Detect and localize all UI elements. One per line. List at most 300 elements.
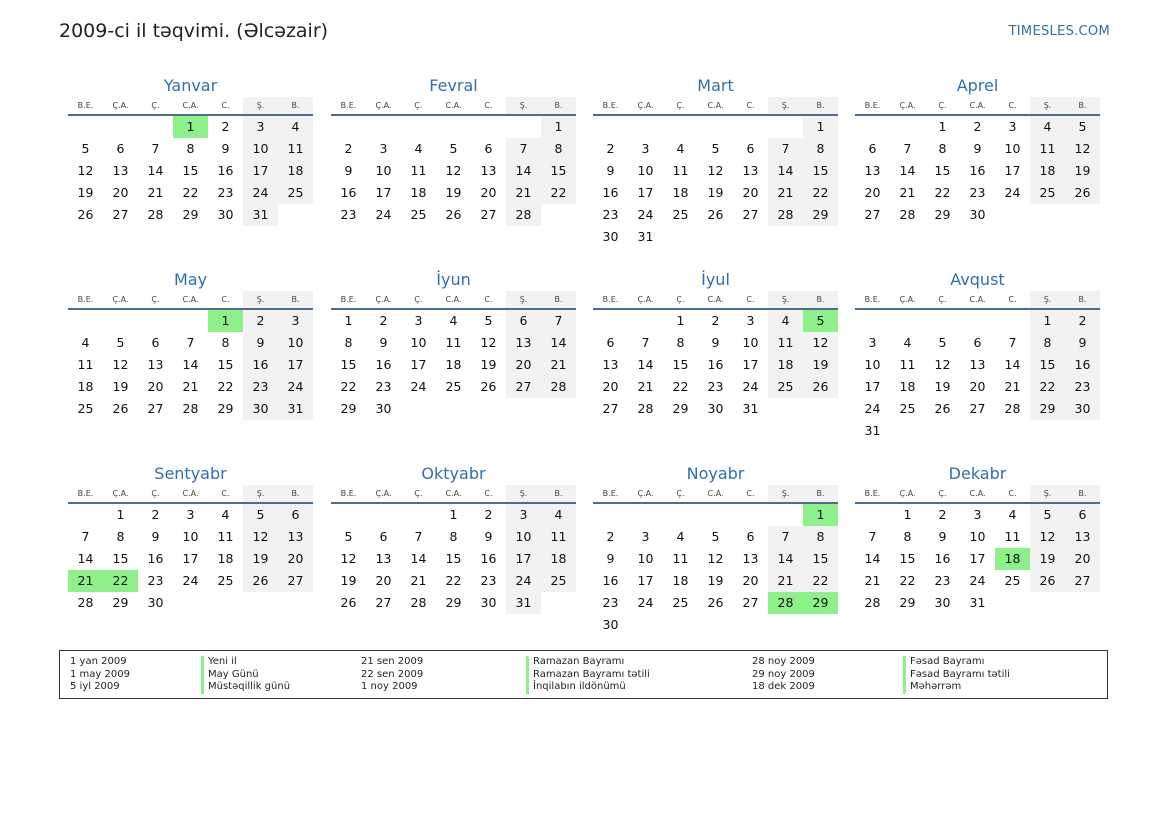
holiday-date: 21 sen 2009 [361, 656, 424, 667]
month-name: Mart [697, 76, 734, 95]
month-name: May [173, 270, 208, 289]
day-cell: 12 [243, 526, 278, 548]
weekday-label: Ç.A. [899, 295, 916, 304]
weekday-label: Ç.A. [375, 489, 392, 498]
day-cell: 25 [445, 379, 462, 394]
day-cell: 21 [899, 185, 916, 200]
empty-cell [506, 116, 541, 138]
day-cell: 29 [445, 595, 462, 610]
day-cell: 30 [147, 595, 164, 610]
day-cell: 27 [506, 376, 541, 398]
day-cell: 29 [1030, 398, 1065, 420]
day-cell: 17 [1004, 163, 1021, 178]
weekday-label: C.A. [707, 489, 724, 498]
day-cell: 14 [768, 160, 803, 182]
day-cell: 17 [278, 354, 313, 376]
day-cell: 16 [243, 354, 278, 376]
empty-cell [331, 504, 366, 526]
day-cell: 12 [480, 335, 497, 350]
day-grid [593, 504, 838, 636]
day-cell: 1 [803, 116, 838, 138]
day-cell: 15 [445, 551, 462, 566]
day-grid [331, 116, 576, 226]
weekday-label: B. [1065, 291, 1100, 308]
day-cell: 7 [903, 141, 912, 156]
weekday-label: Ç.A. [112, 101, 129, 110]
weekday-header [593, 291, 838, 310]
day-cell: 2 [711, 313, 720, 328]
day-cell: 27 [112, 207, 129, 222]
day-cell: 22 [340, 379, 357, 394]
day-cell: 27 [969, 401, 986, 416]
day-cell: 10 [278, 332, 313, 354]
day-cell: 25 [217, 573, 234, 588]
weekday-label: Ç. [414, 295, 423, 304]
holiday-day-cell: 5 [803, 310, 838, 332]
day-cell: 28 [541, 376, 576, 398]
weekday-label: Ç. [938, 489, 947, 498]
weekday-label: Ç.A. [375, 295, 392, 304]
day-cell: 29 [217, 401, 234, 416]
day-cell: 6 [151, 335, 160, 350]
day-cell: 24 [864, 401, 881, 416]
holiday-day-cell: 18 [995, 548, 1030, 570]
month-name: Dekabr [948, 464, 1007, 483]
month-block [331, 72, 576, 226]
weekday-header [68, 97, 313, 116]
day-cell: 8 [938, 141, 947, 156]
day-cell: 8 [116, 529, 125, 544]
day-cell: 19 [1065, 160, 1100, 182]
day-cell: 20 [480, 185, 497, 200]
day-cell: 19 [243, 548, 278, 570]
day-cell: 11 [672, 163, 689, 178]
day-cell: 8 [186, 141, 195, 156]
day-cell: 25 [77, 401, 94, 416]
day-cell: 4 [278, 116, 313, 138]
holiday-day-cell: 29 [803, 592, 838, 614]
day-cell: 12 [77, 163, 94, 178]
month-name: Sentyabr [154, 464, 227, 483]
day-cell: 20 [147, 379, 164, 394]
day-cell: 17 [506, 548, 541, 570]
weekday-label: B. [1065, 485, 1100, 502]
weekday-label: B. [1065, 97, 1100, 114]
day-cell: 8 [676, 335, 685, 350]
empty-cell [768, 504, 803, 526]
day-cell: 13 [375, 551, 392, 566]
day-cell: 24 [243, 182, 278, 204]
weekday-label: B. [541, 97, 576, 114]
day-cell: 31 [278, 398, 313, 420]
day-cell: 7 [506, 138, 541, 160]
day-cell: 4 [414, 141, 423, 156]
day-cell: 19 [707, 573, 724, 588]
day-cell: 14 [182, 357, 199, 372]
weekday-label: C.A. [445, 295, 462, 304]
day-cell: 26 [340, 595, 357, 610]
weekday-label: Ç. [676, 295, 685, 304]
empty-cell [68, 310, 103, 332]
day-cell: 20 [864, 185, 881, 200]
empty-cell [698, 116, 733, 138]
empty-cell [698, 504, 733, 526]
day-cell: 23 [602, 595, 619, 610]
weekday-label: B. [541, 291, 576, 308]
day-cell: 20 [602, 379, 619, 394]
day-cell: 3 [186, 507, 195, 522]
day-cell: 6 [606, 335, 615, 350]
holiday-names-column-1 [201, 656, 290, 694]
day-cell: 20 [375, 573, 392, 588]
day-cell: 23 [375, 379, 392, 394]
day-cell: 7 [641, 335, 650, 350]
day-cell: 14 [637, 357, 654, 372]
weekday-header [331, 485, 576, 504]
day-cell: 16 [147, 551, 164, 566]
day-cell: 5 [711, 141, 720, 156]
day-cell: 11 [77, 357, 94, 372]
weekday-label: B. [803, 291, 838, 308]
day-cell: 30 [217, 207, 234, 222]
weekday-label: Ç.A. [637, 295, 654, 304]
day-cell: 10 [1004, 141, 1021, 156]
empty-cell [733, 504, 768, 526]
day-cell: 21 [182, 379, 199, 394]
day-cell: 6 [484, 141, 493, 156]
day-cell: 2 [344, 141, 353, 156]
day-cell: 3 [973, 507, 982, 522]
weekday-label: B.E. [77, 101, 94, 110]
day-cell: 15 [899, 551, 916, 566]
day-cell: 8 [803, 138, 838, 160]
empty-cell [855, 116, 890, 138]
day-cell: 11 [445, 335, 462, 350]
day-cell: 17 [637, 185, 654, 200]
weekday-label: Ş. [243, 97, 278, 114]
day-cell: 27 [1065, 570, 1100, 592]
empty-cell [628, 504, 663, 526]
day-cell: 4 [81, 335, 90, 350]
day-cell: 5 [484, 313, 493, 328]
day-cell: 19 [340, 573, 357, 588]
weekday-header [68, 291, 313, 310]
day-cell: 4 [676, 141, 685, 156]
day-cell: 5 [938, 335, 947, 350]
day-cell: 31 [506, 592, 541, 614]
day-cell: 25 [541, 570, 576, 592]
day-cell: 25 [768, 376, 803, 398]
empty-cell [663, 504, 698, 526]
day-cell: 18 [410, 185, 427, 200]
day-cell: 23 [707, 379, 724, 394]
day-cell: 8 [903, 529, 912, 544]
month-block [331, 460, 576, 614]
day-cell: 27 [480, 207, 497, 222]
day-cell: 28 [768, 204, 803, 226]
day-cell: 5 [243, 504, 278, 526]
day-cell: 30 [1065, 398, 1100, 420]
holiday-dates-column-1 [70, 656, 130, 694]
weekday-header [855, 97, 1100, 116]
weekday-label: C. [221, 101, 230, 110]
day-cell: 30 [243, 398, 278, 420]
day-cell: 21 [541, 354, 576, 376]
day-grid [855, 310, 1100, 442]
day-cell: 3 [641, 529, 650, 544]
holiday-date: 1 yan 2009 [70, 656, 127, 667]
day-cell: 2 [1065, 310, 1100, 332]
weekday-label: B.E. [340, 295, 357, 304]
day-cell: 26 [1065, 182, 1100, 204]
weekday-label: Ç.A. [112, 295, 129, 304]
day-cell: 24 [637, 595, 654, 610]
day-cell: 2 [484, 507, 493, 522]
holiday-date: 22 sen 2009 [361, 668, 424, 680]
day-cell: 22 [934, 185, 951, 200]
day-cell: 18 [217, 551, 234, 566]
day-cell: 3 [1008, 119, 1017, 134]
holiday-date: 28 noy 2009 [752, 656, 815, 667]
holiday-name: Yeni il [201, 656, 290, 669]
day-cell: 14 [899, 163, 916, 178]
weekday-label: Ç. [414, 489, 423, 498]
day-cell: 11 [768, 332, 803, 354]
day-cell: 25 [899, 401, 916, 416]
day-cell: 31 [864, 423, 881, 438]
empty-cell [103, 116, 138, 138]
day-cell: 9 [151, 529, 160, 544]
weekday-label: Ç. [151, 489, 160, 498]
day-cell: 28 [506, 204, 541, 226]
day-cell: 10 [243, 138, 278, 160]
day-cell: 6 [278, 504, 313, 526]
month-block [855, 72, 1100, 226]
day-cell: 19 [480, 357, 497, 372]
day-cell: 23 [1065, 376, 1100, 398]
day-cell: 9 [221, 141, 230, 156]
day-cell: 16 [602, 185, 619, 200]
weekday-label: Ş. [506, 485, 541, 502]
empty-cell [925, 310, 960, 332]
day-cell: 1 [344, 313, 353, 328]
day-cell: 24 [410, 379, 427, 394]
weekday-label: C. [1008, 489, 1017, 498]
day-cell: 18 [899, 379, 916, 394]
day-cell: 24 [742, 379, 759, 394]
day-cell: 23 [602, 207, 619, 222]
weekday-label: Ç. [938, 295, 947, 304]
day-cell: 4 [221, 507, 230, 522]
day-cell: 15 [672, 357, 689, 372]
day-cell: 3 [641, 141, 650, 156]
holiday-name: İnqilabın ildönümü [526, 681, 650, 694]
holiday-name: Ramazan Bayramı [526, 656, 650, 669]
day-cell: 3 [868, 335, 877, 350]
day-cell: 16 [707, 357, 724, 372]
day-cell: 14 [410, 551, 427, 566]
weekday-label: C.A. [445, 489, 462, 498]
day-cell: 6 [116, 141, 125, 156]
day-cell: 16 [969, 163, 986, 178]
day-cell: 25 [672, 207, 689, 222]
day-cell: 1 [449, 507, 458, 522]
day-cell: 27 [375, 595, 392, 610]
month-block [855, 266, 1100, 442]
weekday-label: B.E. [340, 101, 357, 110]
weekday-label: C. [484, 489, 493, 498]
day-cell: 12 [707, 551, 724, 566]
weekday-label: C.A. [182, 489, 199, 498]
day-cell: 4 [541, 504, 576, 526]
month-name: Oktyabr [421, 464, 486, 483]
day-cell: 18 [445, 357, 462, 372]
day-cell: 24 [1004, 185, 1021, 200]
day-cell: 9 [484, 529, 493, 544]
day-cell: 13 [969, 357, 986, 372]
weekday-label: Ç. [151, 295, 160, 304]
empty-cell [855, 504, 890, 526]
day-cell: 22 [803, 570, 838, 592]
day-cell: 29 [672, 401, 689, 416]
weekday-label: B.E. [864, 295, 881, 304]
day-cell: 12 [1065, 138, 1100, 160]
day-cell: 2 [379, 313, 388, 328]
empty-cell [138, 310, 173, 332]
day-grid [593, 116, 838, 248]
holiday-day-cell: 28 [768, 592, 803, 614]
day-cell: 13 [506, 332, 541, 354]
day-cell: 15 [1030, 354, 1065, 376]
day-cell: 10 [506, 526, 541, 548]
day-cell: 2 [151, 507, 160, 522]
empty-cell [138, 116, 173, 138]
empty-cell [733, 116, 768, 138]
day-cell: 14 [1004, 357, 1021, 372]
empty-cell [366, 116, 401, 138]
empty-cell [68, 504, 103, 526]
weekday-label: B.E. [77, 489, 94, 498]
day-cell: 13 [742, 551, 759, 566]
day-cell: 8 [344, 335, 353, 350]
day-cell: 22 [217, 379, 234, 394]
day-grid [68, 504, 313, 614]
weekday-label: Ş. [243, 291, 278, 308]
day-cell: 18 [77, 379, 94, 394]
day-cell: 1 [676, 313, 685, 328]
day-cell: 23 [217, 185, 234, 200]
day-cell: 20 [112, 185, 129, 200]
weekday-header [593, 485, 838, 504]
month-block [68, 266, 313, 420]
weekday-label: B. [278, 485, 313, 502]
day-cell: 16 [340, 185, 357, 200]
holiday-day-cell: 1 [803, 504, 838, 526]
day-cell: 25 [1030, 182, 1065, 204]
day-cell: 15 [934, 163, 951, 178]
day-cell: 17 [182, 551, 199, 566]
day-cell: 5 [81, 141, 90, 156]
day-cell: 12 [340, 551, 357, 566]
site-brand-link[interactable]: TIMESLES.COM [1008, 24, 1110, 39]
holiday-date: 5 iyl 2009 [70, 681, 120, 693]
day-cell: 19 [803, 354, 838, 376]
day-cell: 9 [973, 141, 982, 156]
holiday-name: Fəsad Bayramı tətili [903, 669, 1010, 682]
day-cell: 12 [934, 357, 951, 372]
day-cell: 18 [768, 354, 803, 376]
day-cell: 11 [1030, 138, 1065, 160]
day-cell: 10 [410, 335, 427, 350]
weekday-label: Ş. [768, 485, 803, 502]
weekday-label: B.E. [340, 489, 357, 498]
day-cell: 13 [864, 163, 881, 178]
day-cell: 10 [742, 335, 759, 350]
day-cell: 29 [340, 401, 357, 416]
day-cell: 17 [742, 357, 759, 372]
day-cell: 23 [969, 185, 986, 200]
day-cell: 27 [742, 595, 759, 610]
empty-cell [628, 116, 663, 138]
day-cell: 15 [803, 160, 838, 182]
empty-cell [331, 116, 366, 138]
day-cell: 26 [707, 595, 724, 610]
day-cell: 6 [868, 141, 877, 156]
day-cell: 20 [1065, 548, 1100, 570]
weekday-label: C.A. [707, 295, 724, 304]
day-cell: 13 [1065, 526, 1100, 548]
month-block [593, 72, 838, 248]
day-cell: 13 [480, 163, 497, 178]
empty-cell [68, 116, 103, 138]
day-cell: 19 [77, 185, 94, 200]
empty-cell [890, 116, 925, 138]
weekday-label: B.E. [864, 489, 881, 498]
day-cell: 4 [1030, 116, 1065, 138]
day-grid [855, 504, 1100, 614]
day-cell: 12 [445, 163, 462, 178]
day-cell: 20 [969, 379, 986, 394]
day-cell: 10 [637, 551, 654, 566]
day-cell: 3 [379, 141, 388, 156]
weekday-label: C.A. [969, 101, 986, 110]
day-cell: 28 [864, 595, 881, 610]
day-cell: 11 [899, 357, 916, 372]
weekday-label: Ç.A. [899, 489, 916, 498]
holiday-date: 1 may 2009 [70, 668, 130, 680]
weekday-label: C. [484, 295, 493, 304]
empty-cell [103, 310, 138, 332]
day-cell: 4 [903, 335, 912, 350]
day-cell: 30 [934, 595, 951, 610]
day-cell: 28 [77, 595, 94, 610]
day-cell: 15 [340, 357, 357, 372]
day-cell: 6 [506, 310, 541, 332]
day-cell: 26 [1030, 570, 1065, 592]
day-cell: 26 [243, 570, 278, 592]
day-cell: 6 [379, 529, 388, 544]
day-cell: 30 [602, 617, 619, 632]
day-cell: 10 [637, 163, 654, 178]
day-cell: 21 [864, 573, 881, 588]
day-cell: 24 [278, 376, 313, 398]
day-cell: 9 [606, 551, 615, 566]
weekday-label: Ş. [506, 291, 541, 308]
day-cell: 28 [637, 401, 654, 416]
month-block [68, 72, 313, 226]
weekday-label: B.E. [602, 101, 619, 110]
weekday-label: B. [803, 485, 838, 502]
